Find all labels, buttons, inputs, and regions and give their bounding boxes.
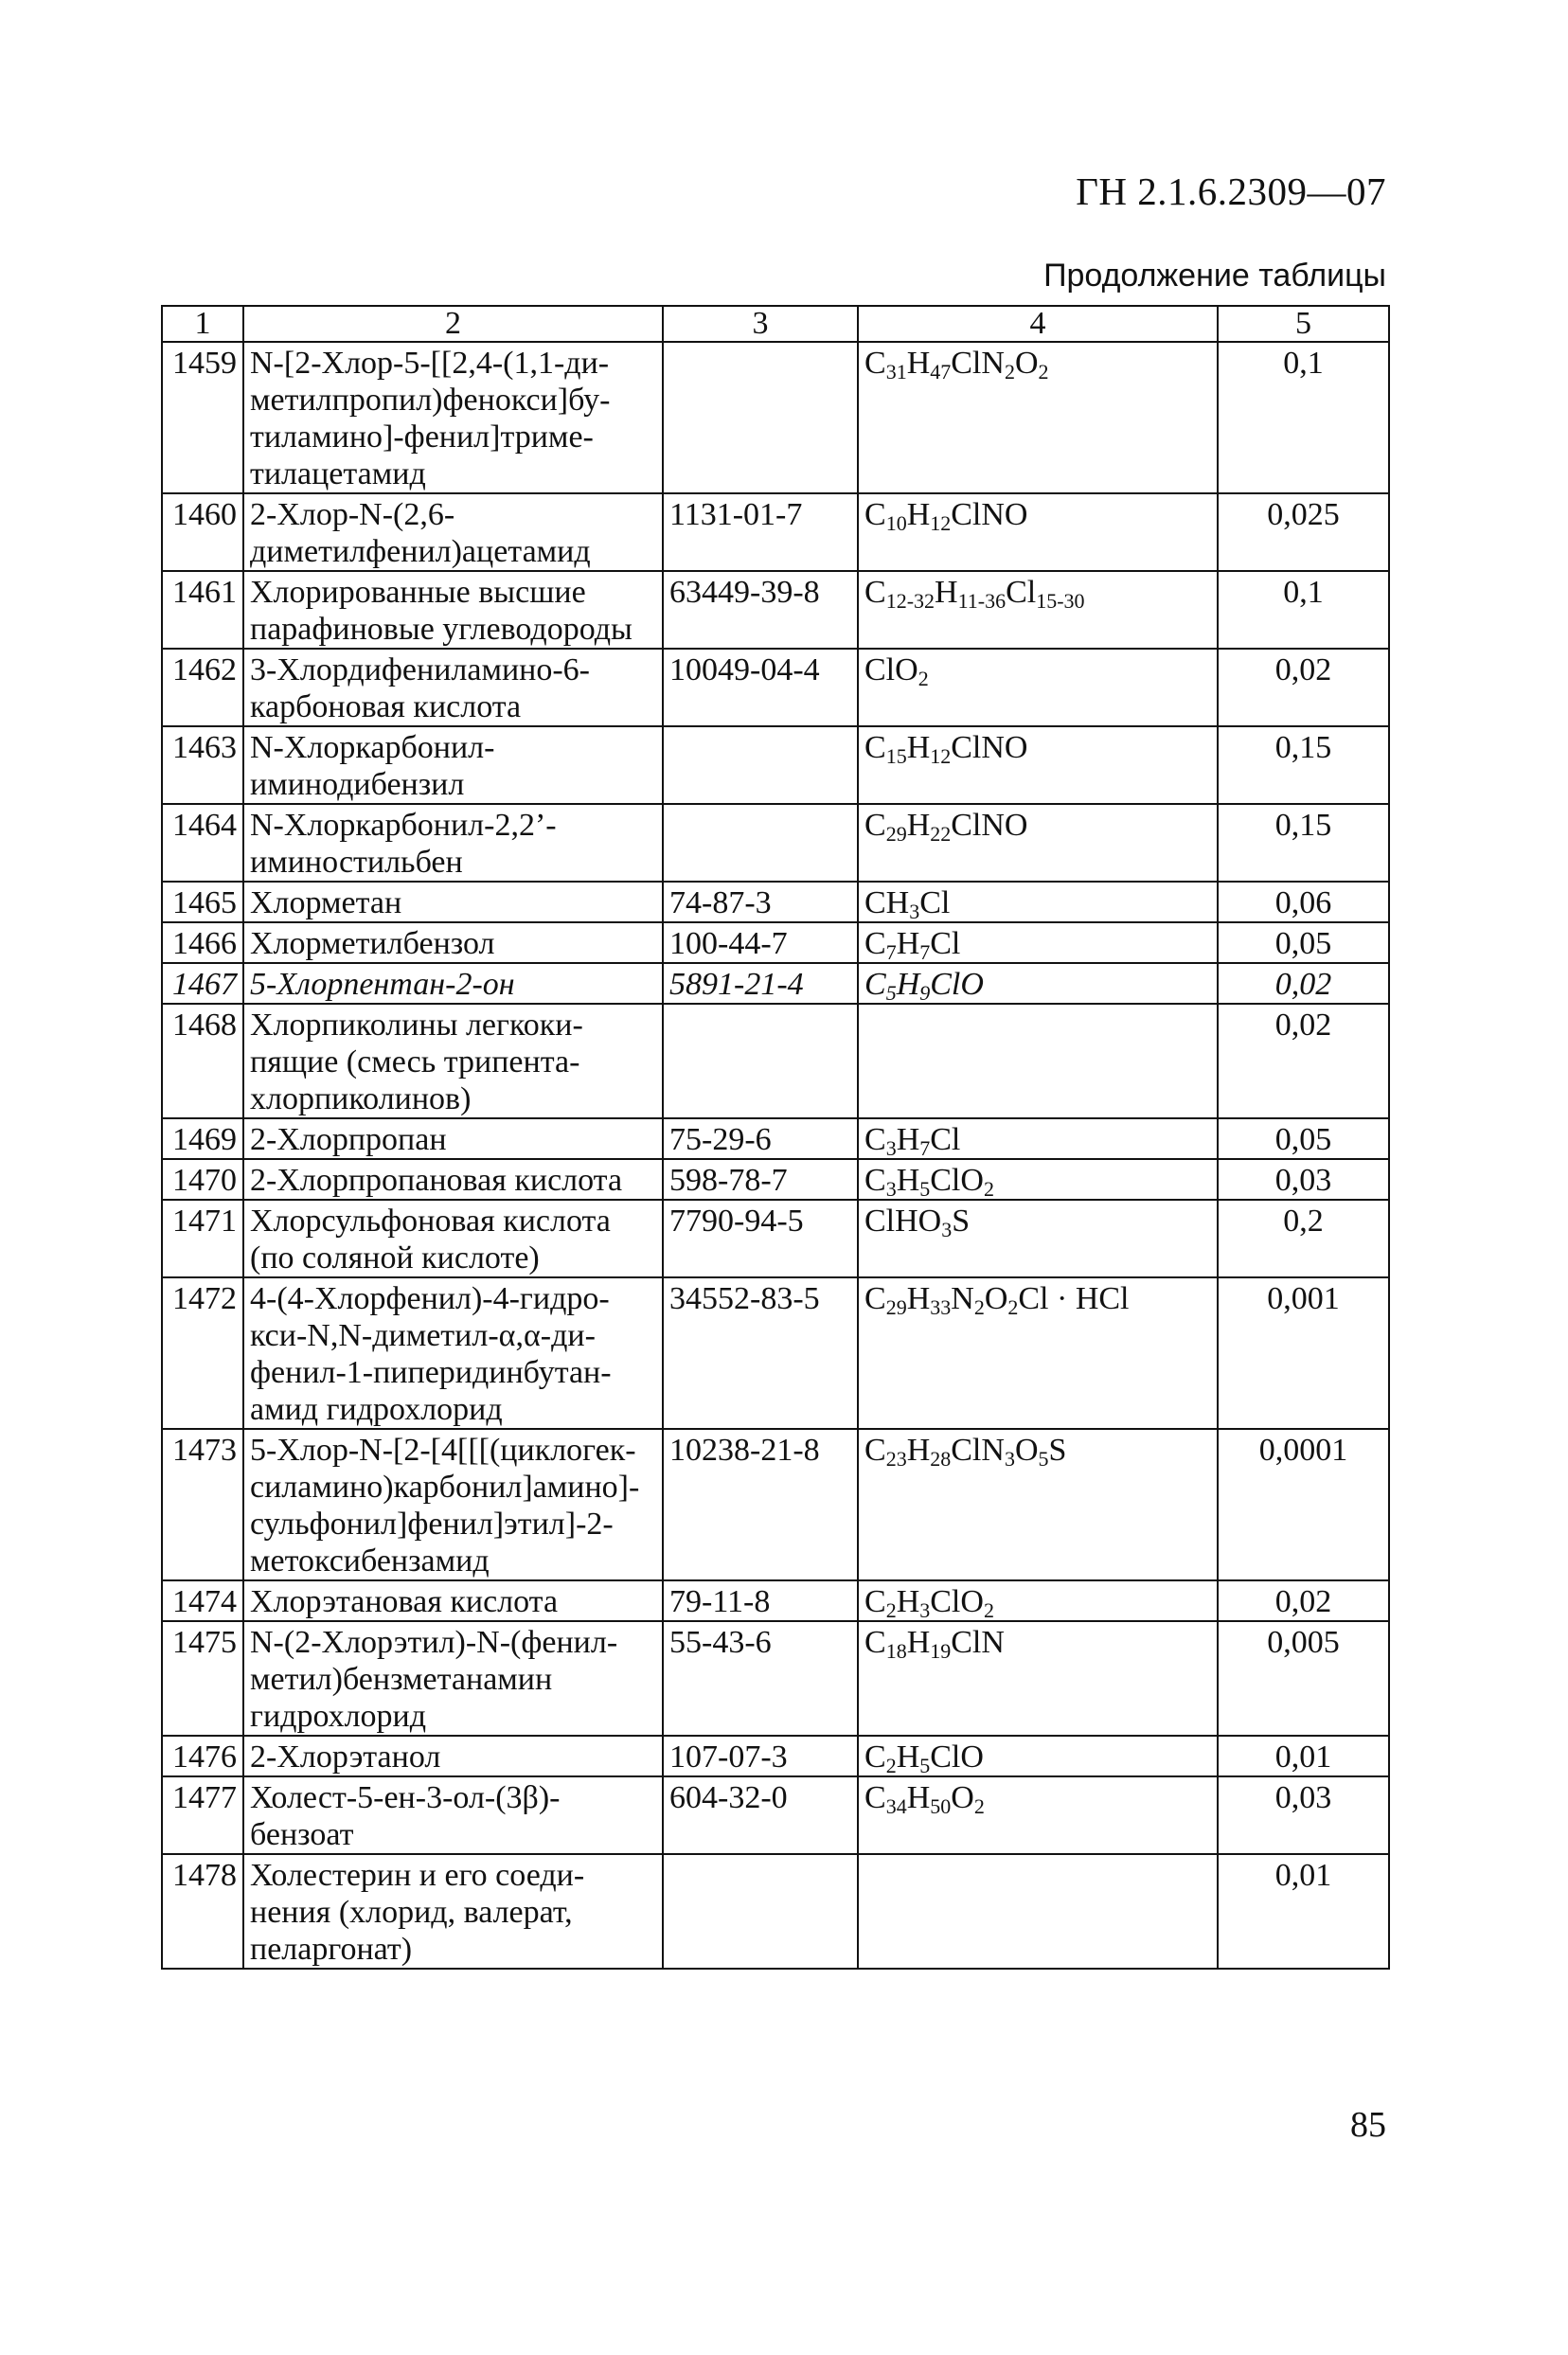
column-header: 1: [162, 306, 243, 342]
substance-name: Холестерин и его соеди- нения (хлорид, валерат, пеларгонат): [243, 1854, 663, 1969]
limit-value: 0,15: [1218, 804, 1389, 882]
table-row: [162, 649, 1389, 726]
chemical-formula: $CH_3Cl$: [858, 882, 1218, 922]
table-header-row: [162, 306, 1389, 342]
substance-name: 2-Хлор-N-(2,6- диметилфенил)ацетамид: [243, 493, 663, 571]
substance-name: 2-Хлорпропан: [243, 1118, 663, 1159]
cas-number: 75-29-6: [663, 1118, 858, 1159]
limit-value: 0,02: [1218, 963, 1389, 1004]
row-number: 1473: [162, 1429, 243, 1580]
cas-number: [663, 726, 858, 804]
cas-number: 5891-21-4: [663, 963, 858, 1004]
table-row: [162, 1736, 1389, 1776]
limit-value: 0,05: [1218, 1118, 1389, 1159]
row-number: 1465: [162, 882, 243, 922]
limit-value: 0,01: [1218, 1736, 1389, 1776]
table-continuation-label: Продолжение таблицы: [1043, 258, 1386, 294]
table-row: [162, 1776, 1389, 1854]
limit-value: 0,02: [1218, 1004, 1389, 1118]
limit-value: 0,01: [1218, 1854, 1389, 1969]
limit-value: 0,1: [1218, 342, 1389, 493]
substances-table: [161, 305, 1390, 1970]
chemical-formula: $C_{34}H_{50}O_2$: [858, 1776, 1218, 1854]
substance-name: 5-Хлор-N-[2-[4[[[(циклогек- силамино)карбонил]амино]- сульфонил]фенил]этил]-2- метоксибензамид: [243, 1429, 663, 1580]
chemical-formula: [858, 1004, 1218, 1118]
cas-number: 10049-04-4: [663, 649, 858, 726]
cas-number: 107-07-3: [663, 1736, 858, 1776]
cas-number: [663, 1004, 858, 1118]
column-header: 3: [663, 306, 858, 342]
substance-name: Холест-5-ен-3-ол-(3β)- бензоат: [243, 1776, 663, 1854]
table-row: [162, 1004, 1389, 1118]
table-row: [162, 1277, 1389, 1429]
row-number: 1477: [162, 1776, 243, 1854]
limit-value: 0,001: [1218, 1277, 1389, 1429]
substance-name: 5-Хлорпентан-2-он: [243, 963, 663, 1004]
chemical-formula: $C_5H_9ClO$: [858, 963, 1218, 1004]
substance-name: N-Хлоркарбонил-2,2’- иминостильбен: [243, 804, 663, 882]
table-row: [162, 1580, 1389, 1621]
substance-name: 4-(4-Хлорфенил)-4-гидро- кси-N,N-диметил-α,α-ди- фенил-1-пиперидинбутан- амид гидрохлорид: [243, 1277, 663, 1429]
cas-number: [663, 342, 858, 493]
chemical-formula: $C_2H_5ClO$: [858, 1736, 1218, 1776]
substance-name: Хлорметан: [243, 882, 663, 922]
cas-number: 598-78-7: [663, 1159, 858, 1200]
table-row: [162, 922, 1389, 963]
chemical-formula: $C_7H_7Cl$: [858, 922, 1218, 963]
column-header: 4: [858, 306, 1218, 342]
chemical-formula: [858, 1854, 1218, 1969]
limit-value: 0,025: [1218, 493, 1389, 571]
row-number: 1468: [162, 1004, 243, 1118]
substance-name: N-(2-Хлорэтил)-N-(фенил- метил)бензметанамин гидрохлорид: [243, 1621, 663, 1736]
row-number: 1472: [162, 1277, 243, 1429]
chemical-formula: $C_2H_3ClO_2$: [858, 1580, 1218, 1621]
table-row: [162, 726, 1389, 804]
chemical-formula: $C_{15}H_{12}ClNO$: [858, 726, 1218, 804]
substance-name: Хлорированные высшие парафиновые углеводороды: [243, 571, 663, 649]
cas-number: 74-87-3: [663, 882, 858, 922]
substance-name: 3-Хлордифениламино-6- карбоновая кислота: [243, 649, 663, 726]
table-row: [162, 1159, 1389, 1200]
table-row: [162, 342, 1389, 493]
chemical-formula: ClHO$_3$S: [858, 1200, 1218, 1277]
cas-number: [663, 1854, 858, 1969]
cas-number: 55-43-6: [663, 1621, 858, 1736]
row-number: 1471: [162, 1200, 243, 1277]
table-row: [162, 571, 1389, 649]
cas-number: 63449-39-8: [663, 571, 858, 649]
row-number: 1470: [162, 1159, 243, 1200]
table-row: [162, 1429, 1389, 1580]
cas-number: [663, 804, 858, 882]
limit-value: 0,06: [1218, 882, 1389, 922]
row-number: 1462: [162, 649, 243, 726]
row-number: 1459: [162, 342, 243, 493]
column-header: 5: [1218, 306, 1389, 342]
table-row: [162, 963, 1389, 1004]
limit-value: 0,0001: [1218, 1429, 1389, 1580]
table-row: [162, 882, 1389, 922]
chemical-formula: $C_{31}H_{47}ClN_2O_2$: [858, 342, 1218, 493]
substance-name: Хлорметилбензол: [243, 922, 663, 963]
table-row: [162, 1118, 1389, 1159]
table-row: [162, 1621, 1389, 1736]
row-number: 1460: [162, 493, 243, 571]
row-number: 1475: [162, 1621, 243, 1736]
limit-value: 0,02: [1218, 1580, 1389, 1621]
limit-value: 0,05: [1218, 922, 1389, 963]
limit-value: 0,03: [1218, 1159, 1389, 1200]
substance-name: Хлорсульфоновая кислота (по соляной кислоте): [243, 1200, 663, 1277]
cas-number: 604-32-0: [663, 1776, 858, 1854]
substance-name: N-Хлоркарбонил- иминодибензил: [243, 726, 663, 804]
substance-name: N-[2-Хлор-5-[[2,4-(1,1-ди- метилпропил)фенокси]бу- тиламино]-фенил]триме- тилацетамид: [243, 342, 663, 493]
chemical-formula: $C_{29}H_{22}ClNO$: [858, 804, 1218, 882]
table-row: [162, 804, 1389, 882]
row-number: 1476: [162, 1736, 243, 1776]
table-row: [162, 493, 1389, 571]
chemical-formula: $C_{12-32}H_{11-36}Cl_{15-30}$: [858, 571, 1218, 649]
limit-value: 0,03: [1218, 1776, 1389, 1854]
document-code: ГН 2.1.6.2309—07: [1076, 169, 1386, 213]
substance-name: Хлорпиколины легкоки- пящие (смесь трипента- хлорпиколинов): [243, 1004, 663, 1118]
chemical-formula: ClO$_2$: [858, 649, 1218, 726]
page-number: 85: [1350, 2105, 1386, 2145]
cas-number: 10238-21-8: [663, 1429, 858, 1580]
substance-name: 2-Хлорэтанол: [243, 1736, 663, 1776]
table-row: [162, 1854, 1389, 1969]
chemical-formula: $C_{18}H_{19}ClN$: [858, 1621, 1218, 1736]
table-row: [162, 1200, 1389, 1277]
chemical-formula: $C_{29}H_{33}N_2O_2Cl$ · HCl: [858, 1277, 1218, 1429]
cas-number: 1131-01-7: [663, 493, 858, 571]
row-number: 1461: [162, 571, 243, 649]
cas-number: 100-44-7: [663, 922, 858, 963]
limit-value: 0,02: [1218, 649, 1389, 726]
column-header: 2: [243, 306, 663, 342]
cas-number: 7790-94-5: [663, 1200, 858, 1277]
row-number: 1464: [162, 804, 243, 882]
row-number: 1467: [162, 963, 243, 1004]
substance-name: Хлорэтановая кислота: [243, 1580, 663, 1621]
chemical-formula: $C_3H_5ClO_2$: [858, 1159, 1218, 1200]
cas-number: 34552-83-5: [663, 1277, 858, 1429]
chemical-formula: $C_{23}H_{28}ClN_3O_5S$: [858, 1429, 1218, 1580]
substance-name: 2-Хлорпропановая кислота: [243, 1159, 663, 1200]
chemical-formula: $C_3H_7Cl$: [858, 1118, 1218, 1159]
row-number: 1474: [162, 1580, 243, 1621]
row-number: 1463: [162, 726, 243, 804]
limit-value: 0,005: [1218, 1621, 1389, 1736]
limit-value: 0,15: [1218, 726, 1389, 804]
row-number: 1478: [162, 1854, 243, 1969]
row-number: 1469: [162, 1118, 243, 1159]
chemical-formula: $C_{10}H_{12}ClNO$: [858, 493, 1218, 571]
limit-value: 0,2: [1218, 1200, 1389, 1277]
table-body: [162, 342, 1389, 1969]
limit-value: 0,1: [1218, 571, 1389, 649]
row-number: 1466: [162, 922, 243, 963]
cas-number: 79-11-8: [663, 1580, 858, 1621]
